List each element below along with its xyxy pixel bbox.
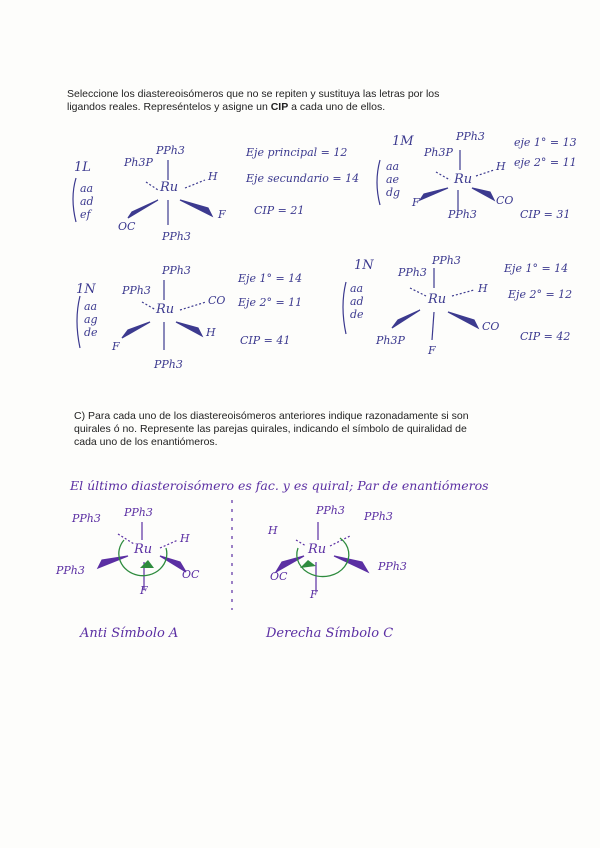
structure-id: 1M <box>392 134 414 149</box>
ligand-bottom: PPh3 <box>448 208 477 221</box>
eje-secundario: Eje 2° = 12 <box>508 288 573 301</box>
cip-value: CIP = 41 <box>240 334 291 347</box>
enantiomer-caption: Anti Símbolo A <box>80 626 179 641</box>
matrix-row: aa <box>386 160 400 173</box>
ligand-matrix <box>80 182 94 221</box>
ligand-bottom-right: F <box>218 208 226 221</box>
ligand-right: PPh3 <box>378 560 407 573</box>
matrix-row: ae <box>386 173 400 186</box>
matrix-row: aa <box>350 282 364 295</box>
ligand-top-left: PPh3 <box>122 284 151 297</box>
instructions-b-line2-post: a cada uno de ellos. <box>288 101 386 113</box>
matrix-row: ef <box>80 208 91 221</box>
ligand-left-top: PPh3 <box>72 512 101 525</box>
metal-center: Ru <box>308 542 327 557</box>
structure-id: 1N <box>76 282 96 297</box>
eje-secundario: Eje secundario = 14 <box>246 172 360 185</box>
matrix-row: aa <box>84 300 98 313</box>
ligand-top-left: PPh3 <box>398 266 427 279</box>
cip-value: CIP = 21 <box>254 204 305 217</box>
ligand-top: PPh3 <box>316 504 345 517</box>
ligand-bottom: F <box>428 344 436 357</box>
eje-primario: Eje 1° = 14 <box>238 272 303 285</box>
ligand-top: PPh3 <box>162 264 191 277</box>
ligand-bottom: PPh3 <box>154 358 183 371</box>
matrix-row: ad <box>350 295 364 308</box>
cip-value: CIP = 42 <box>520 330 571 343</box>
ligand-right: H <box>208 170 218 183</box>
ligand-top: PPh3 <box>432 254 461 267</box>
metal-center: Ru <box>134 542 153 557</box>
ligand-top-left: Ph3P <box>124 156 153 169</box>
ligand-right-top: H <box>180 532 190 545</box>
instructions-b-line1: Seleccione los diastereoisómeros que no se repiten y sustituya las letras por los <box>67 88 440 100</box>
ligand-top: PPh3 <box>456 130 485 143</box>
ligand-matrix <box>350 282 364 321</box>
structure-id: 1L <box>74 160 91 175</box>
ligand-right-top: PPh3 <box>364 510 393 523</box>
matrix-row: de <box>350 308 364 321</box>
matrix-row: de <box>84 326 98 339</box>
ligand-matrix <box>386 160 400 199</box>
ligand-top: PPh3 <box>156 144 185 157</box>
enantiomer-caption: Derecha Símbolo C <box>266 626 394 641</box>
matrix-row: dg <box>386 186 401 199</box>
matrix-row: ag <box>84 313 98 326</box>
ligand-bottom-left: F <box>112 340 120 353</box>
structure-id: 1N <box>354 258 374 273</box>
instructions-b-line2-pre: ligandos reales. Represéntelos y asigne un <box>67 101 271 113</box>
ligand-bottom-left: F <box>412 196 420 209</box>
ligand-bottom-left: Ph3P <box>376 334 405 347</box>
metal-center: Ru <box>160 180 179 195</box>
ligand-left-top: H <box>268 524 278 537</box>
ligand-right: OC <box>182 568 200 581</box>
ligand-bottom: F <box>310 588 318 601</box>
matrix-row: ad <box>80 195 94 208</box>
ligand-left: PPh3 <box>56 564 85 577</box>
ligand-bottom-right: H <box>206 326 216 339</box>
ligand-right: H <box>478 282 488 295</box>
metal-center: Ru <box>428 292 447 307</box>
eje-primario: Eje 1° = 14 <box>504 262 569 275</box>
ligand-bottom-right: CO <box>482 320 500 333</box>
instructions-c-line3: cada uno de los enantiómeros. <box>74 436 218 448</box>
metal-center: Ru <box>454 172 473 187</box>
ligand-bottom-left: OC <box>118 220 136 233</box>
ligand-bottom-right: CO <box>496 194 514 207</box>
ligand-top: PPh3 <box>124 506 153 519</box>
ligand-right: CO <box>208 294 226 307</box>
ligand-left: OC <box>270 570 288 583</box>
cip-bold: CIP <box>270 101 289 113</box>
ligand-bottom: PPh3 <box>162 230 191 243</box>
eje-secundario: Eje 2° = 11 <box>238 296 303 309</box>
matrix-row: aa <box>80 182 94 195</box>
eje-principal: Eje principal = 12 <box>246 146 348 159</box>
eje-primario: eje 1° = 13 <box>514 136 577 149</box>
ligand-matrix <box>84 300 98 339</box>
ligand-right: H <box>496 160 506 173</box>
instructions-c-line2: quirales ó no. Represente las parejas quirales, indicando el símbolo de quiralidad de <box>74 423 467 435</box>
eje-secundario: eje 2° = 11 <box>514 156 577 169</box>
answer-line: El último diasteroisómero es fac. y es quiral; Par de enantiómeros <box>70 478 489 493</box>
instructions-c-line1: C) Para cada uno de los diastereoisómeros anteriores indique razonadamente si son <box>74 410 469 422</box>
metal-center: Ru <box>156 302 175 317</box>
cip-value: CIP = 31 <box>520 208 571 221</box>
ligand-top-left: Ph3P <box>424 146 453 159</box>
ligand-bottom: F <box>140 584 148 597</box>
